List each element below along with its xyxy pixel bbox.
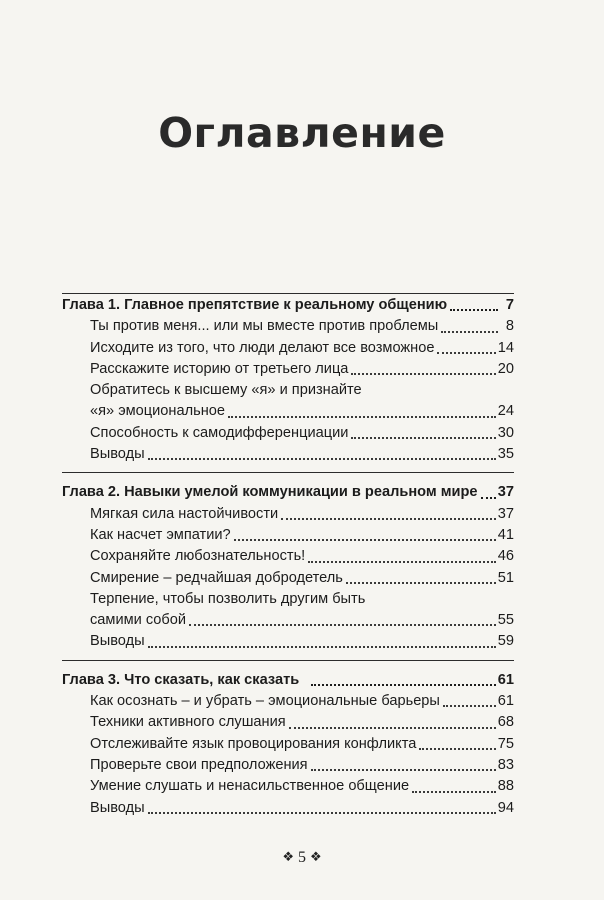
- page-number: 55: [497, 612, 514, 629]
- toc-section[interactable]: [62, 338, 514, 359]
- dot-leader: [281, 517, 496, 520]
- toc-section[interactable]: [62, 734, 514, 755]
- section-title: Техники активного слушания: [90, 714, 286, 731]
- page-number: 14: [497, 339, 514, 356]
- dot-leader: [148, 645, 496, 648]
- section-title: Как насчет эмпатии?: [90, 526, 231, 543]
- dot-leader: [311, 768, 496, 771]
- section-title: Обратитесь к высшему «я» и признайте: [90, 382, 362, 399]
- dot-leader: [437, 351, 495, 354]
- dot-leader: [443, 704, 496, 707]
- toc-section-line2[interactable]: [62, 610, 514, 631]
- section-title: Отслеживайте язык провоцирования конфликта: [90, 735, 417, 752]
- toc-section-line2[interactable]: [62, 401, 514, 422]
- ornament-icon: ❖: [282, 849, 294, 864]
- toc-section[interactable]: [62, 525, 514, 546]
- page-number: 7: [505, 297, 514, 313]
- page-number: 61: [497, 671, 514, 688]
- page-number: 88: [497, 778, 514, 795]
- page-number: 51: [497, 569, 514, 586]
- section-title: Как осознать – и убрать – эмоциональные барьеры: [90, 693, 440, 710]
- section-title: Выводы: [90, 799, 145, 816]
- section-title: Способность к самодифференциации: [90, 424, 349, 441]
- page-footer: [0, 849, 604, 867]
- section-title: Мягкая сила настойчивости: [90, 505, 279, 522]
- page-number: 20: [497, 360, 514, 377]
- chapter-title: Глава 3. Что сказать, как сказать: [62, 671, 300, 688]
- page-number: 83: [497, 756, 514, 773]
- toc-section-line1[interactable]: [62, 589, 514, 610]
- page-number: 68: [497, 714, 514, 731]
- dot-leader: [346, 581, 496, 584]
- dot-leader: [311, 683, 496, 686]
- dot-leader: [481, 496, 496, 499]
- page-title: Оглавление: [158, 109, 446, 158]
- page-number: 41: [497, 526, 514, 543]
- toc-chapter-2[interactable]: [62, 482, 514, 503]
- toc-section[interactable]: [62, 444, 514, 465]
- dot-leader: [419, 747, 495, 750]
- page-number: 46: [497, 548, 514, 565]
- toc-chapter-1[interactable]: [62, 295, 514, 316]
- dot-leader: [308, 560, 496, 563]
- dot-leader: [189, 623, 496, 626]
- chapter-2: [62, 482, 514, 652]
- section-title: Ты против меня... или мы вместе против проблемы: [90, 318, 439, 335]
- dot-leader: [234, 538, 496, 541]
- toc-section[interactable]: [62, 359, 514, 380]
- dot-leader: [412, 790, 496, 793]
- table-of-contents: [62, 293, 514, 819]
- page-number: 24: [497, 403, 514, 420]
- dot-leader: [148, 457, 496, 460]
- toc-section[interactable]: [62, 631, 514, 652]
- page-number: 94: [497, 799, 514, 816]
- page-number: 37: [497, 505, 514, 522]
- section-title: Смирение – редчайшая добродетель: [90, 569, 343, 586]
- toc-section[interactable]: [62, 568, 514, 589]
- section-title: Выводы: [90, 446, 145, 463]
- page-number: 59: [497, 633, 514, 650]
- toc-chapter-3[interactable]: [62, 670, 514, 691]
- toc-section[interactable]: [62, 423, 514, 444]
- toc-section[interactable]: [62, 316, 514, 337]
- dot-leader: [289, 726, 496, 729]
- separator-top: [62, 293, 514, 294]
- section-title: Умение слушать и ненасильственное общение: [90, 778, 410, 795]
- ornament-icon: ❖: [310, 849, 322, 864]
- section-title: самими собой: [90, 612, 187, 629]
- chapter-title: Глава 1. Главное препятствие к реальному общению: [62, 297, 448, 313]
- page-number: 30: [497, 424, 514, 441]
- section-title: Проверьте свои предположения: [90, 756, 308, 773]
- section-title: Выводы: [90, 633, 145, 650]
- chapter-title: Глава 2. Навыки умелой коммуникации в реальном мире: [62, 484, 478, 501]
- toc-section[interactable]: [62, 776, 514, 797]
- section-title: Расскажите историю от третьего лица: [90, 360, 349, 377]
- dot-leader: [228, 415, 496, 418]
- dot-leader: [351, 372, 495, 375]
- chapter-1: [62, 295, 514, 465]
- dot-leader: [441, 330, 498, 333]
- dot-leader: [351, 436, 495, 439]
- page-number: 61: [497, 693, 514, 710]
- toc-section[interactable]: [62, 691, 514, 712]
- page-number: 35: [497, 446, 514, 463]
- section-title: «я» эмоциональное: [90, 403, 225, 420]
- chapter-3: [62, 670, 514, 819]
- separator: [62, 472, 514, 473]
- page-number: 75: [497, 735, 514, 752]
- toc-section[interactable]: [62, 755, 514, 776]
- separator: [62, 660, 514, 661]
- toc-section[interactable]: [62, 546, 514, 567]
- page-number-footer: 5: [298, 849, 306, 866]
- toc-section[interactable]: [62, 504, 514, 525]
- toc-section[interactable]: [62, 798, 514, 819]
- dot-leader: [450, 308, 498, 311]
- page-number: 8: [505, 318, 514, 335]
- page-number: 37: [497, 484, 514, 501]
- dot-leader: [148, 811, 496, 814]
- toc-section[interactable]: [62, 712, 514, 733]
- section-title: Исходите из того, что люди делают все возможное: [90, 339, 435, 356]
- section-title: Терпение, чтобы позволить другим быть: [90, 590, 366, 607]
- toc-section-line1[interactable]: [62, 380, 514, 401]
- section-title: Сохраняйте любознательность!: [90, 548, 306, 565]
